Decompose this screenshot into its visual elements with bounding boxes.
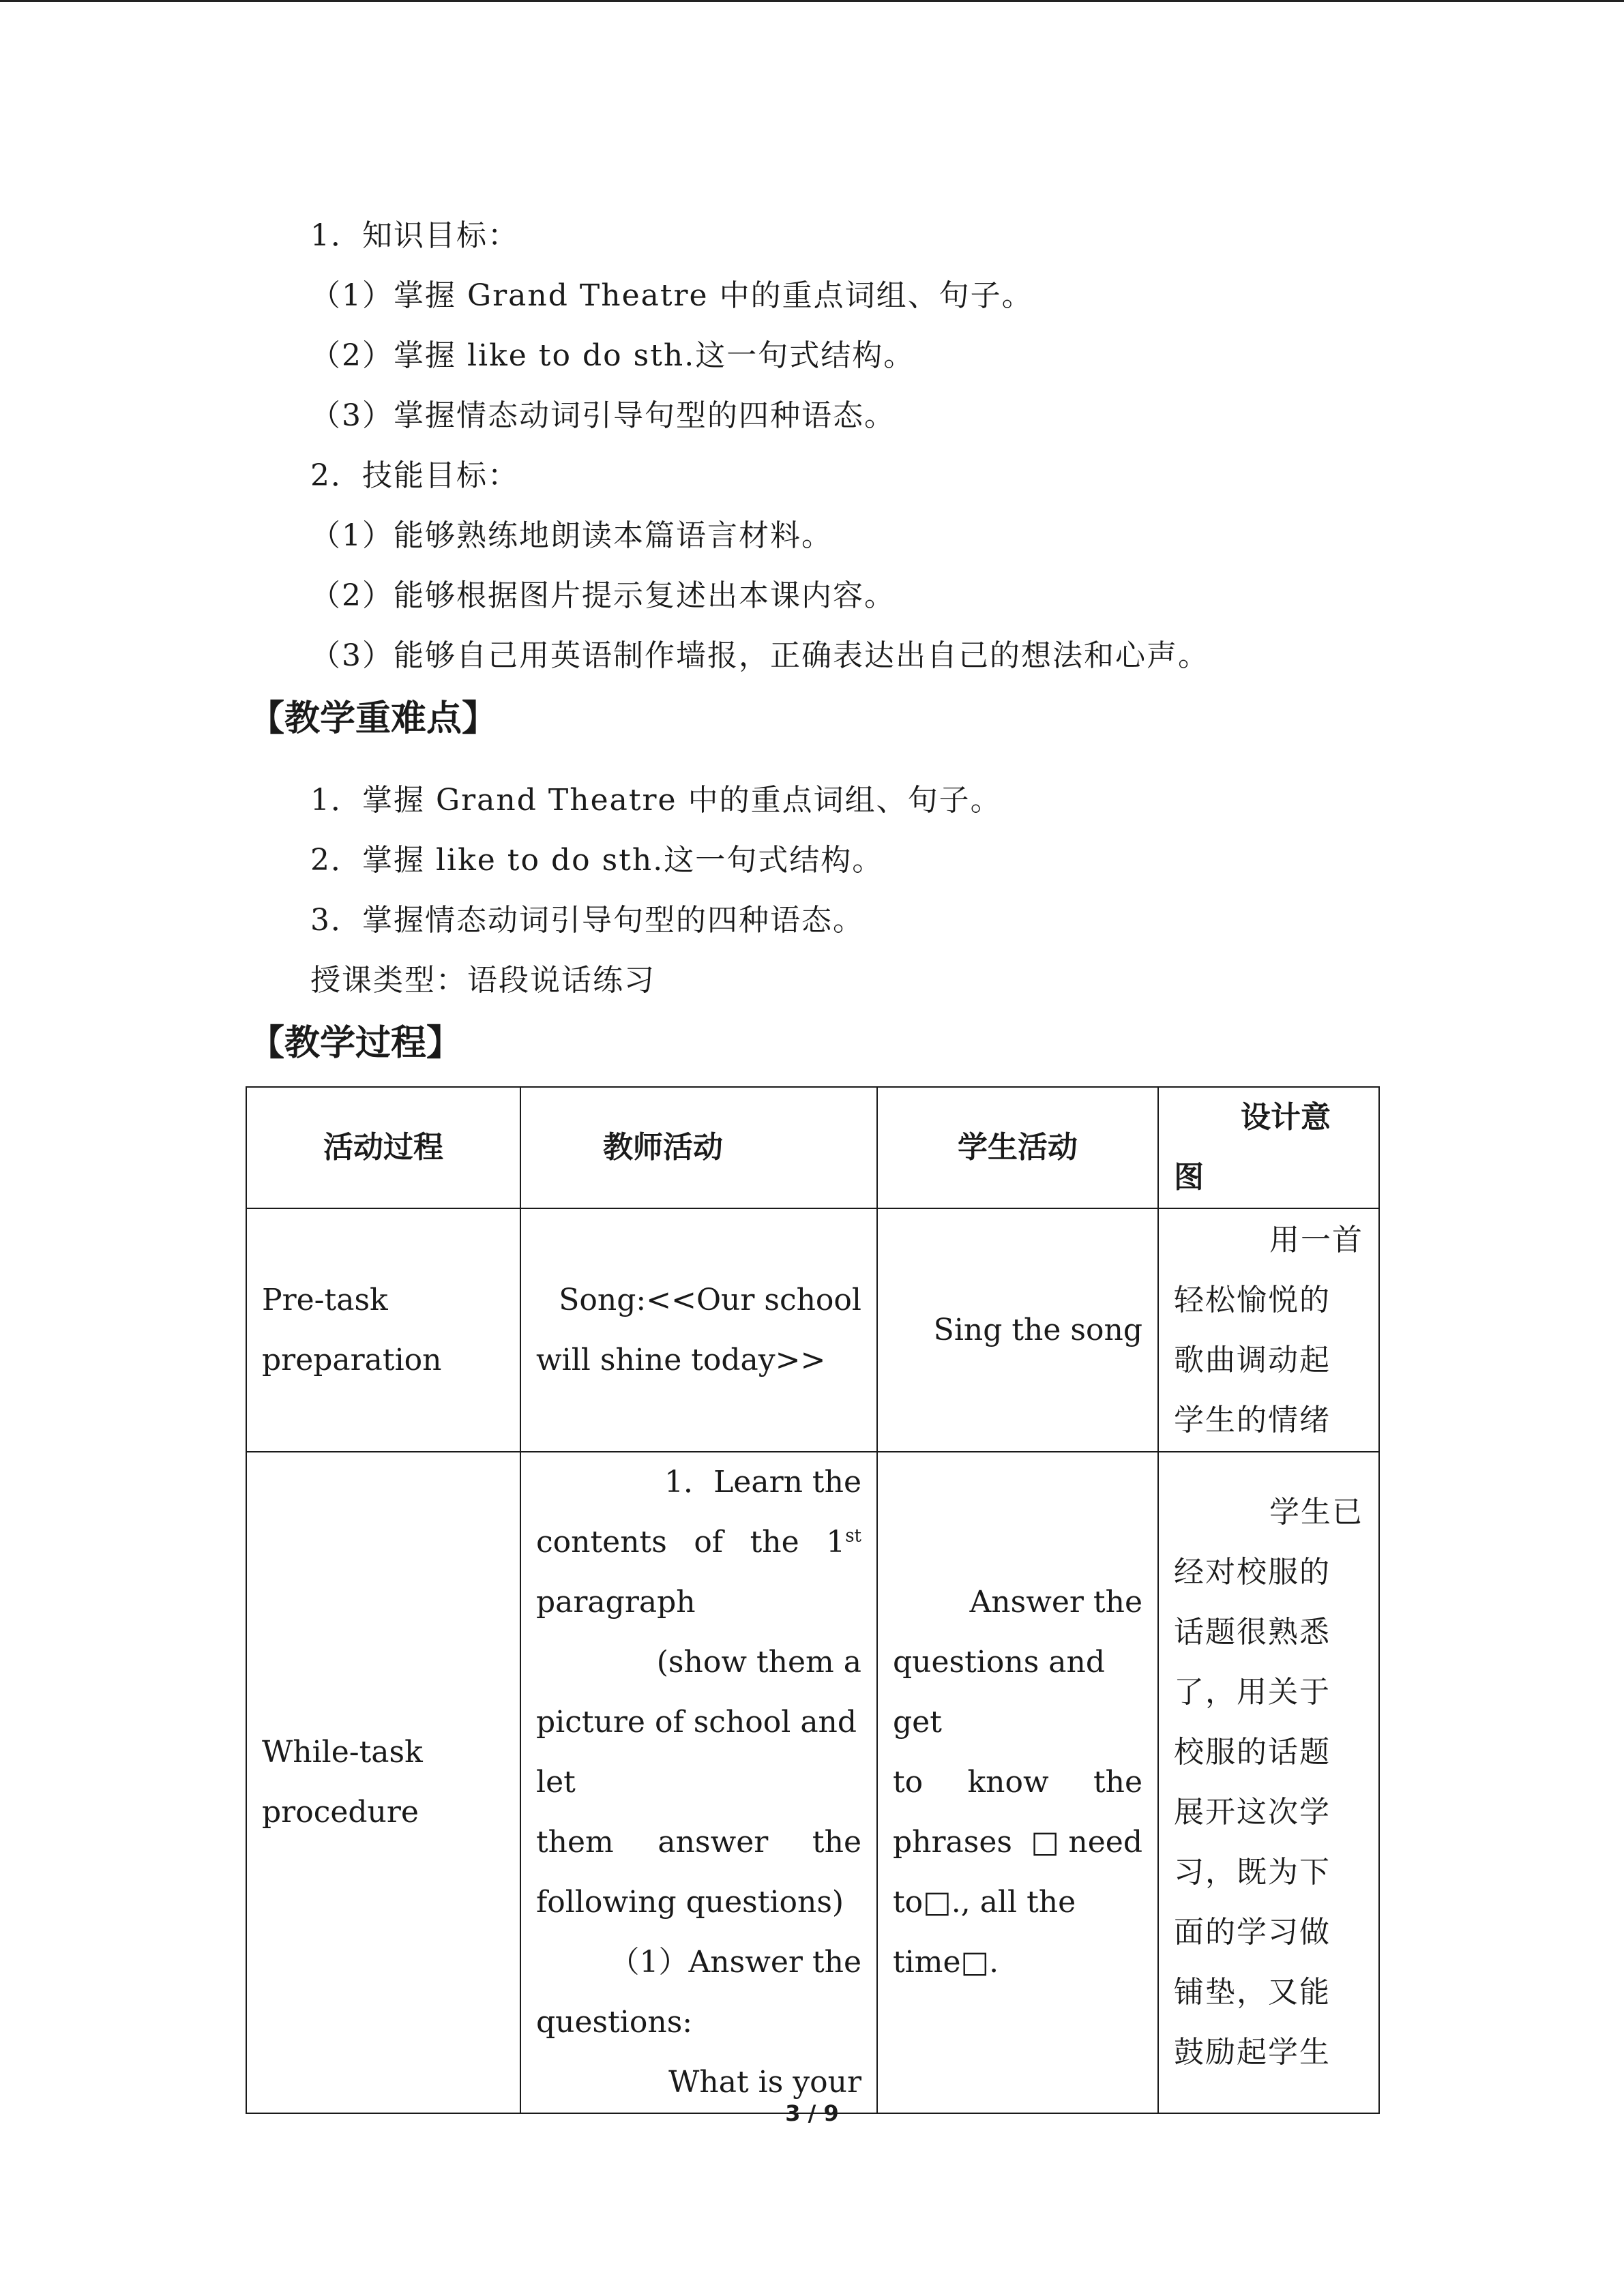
- intent-line-2: 轻松愉悦的: [1174, 1282, 1331, 1317]
- table-row: [246, 1452, 1379, 2113]
- skill-item-1: （1）能够熟练地朗读本篇语言材料。: [310, 518, 833, 553]
- intent-line-2: 经对校服的: [1174, 1555, 1331, 1590]
- intent-line-1: 用一首: [1269, 1222, 1363, 1257]
- student-line-2: questions and get: [893, 1645, 1106, 1740]
- teacher-line-4: (show them a: [656, 1645, 861, 1680]
- knowledge-objective-title: 1．知识目标：: [310, 218, 519, 253]
- intent-line-4: 了，用关于: [1174, 1675, 1331, 1710]
- student-line-5: to□., all the time□.: [893, 1885, 1076, 1980]
- intent-line-5: 校服的话题: [1174, 1735, 1331, 1770]
- student-line-1: Answer the: [969, 1585, 1142, 1620]
- lesson-type: 授课类型：语段说话练习: [310, 963, 655, 998]
- knowledge-item-2: （2）掌握 like to do sth.这一句式结构。: [310, 338, 915, 373]
- teacher-activity-line-2: will shine today>>: [536, 1342, 826, 1377]
- student-activity-cell: [877, 1208, 1158, 1452]
- process-heading: 【教学过程】: [249, 1022, 462, 1064]
- knowledge-item-1: （1）掌握 Grand Theatre 中的重点词组、句子。: [310, 278, 1033, 313]
- intent-line-3: 话题很熟悉: [1174, 1615, 1331, 1650]
- teacher-line-9: questions:: [536, 2005, 693, 2040]
- intent-line-4: 学生的情绪: [1174, 1402, 1331, 1437]
- student-activity-cell: [877, 1452, 1158, 2113]
- intent-line-1: 学生已: [1269, 1495, 1363, 1530]
- stage-label-line-1: Pre-task: [262, 1282, 388, 1317]
- design-intent-cell: [1158, 1452, 1379, 2113]
- teacher-line-5: picture of school and let: [536, 1705, 857, 1800]
- stage-label-line-2: procedure: [262, 1795, 419, 1830]
- intent-line-3: 歌曲调动起: [1174, 1342, 1331, 1377]
- intent-line-10: 鼓励起学生: [1174, 2035, 1331, 2070]
- table-header-row: [246, 1087, 1379, 1208]
- teacher-activity-cell: [520, 1208, 877, 1452]
- intent-line-8: 面的学习做: [1174, 1915, 1331, 1950]
- teacher-line-2: contents of the 1st: [536, 1525, 861, 1560]
- skill-item-3: （3）能够自己用英语制作墙报，正确表达出自己的想法和心声。: [310, 638, 1209, 673]
- student-line-3: to know the: [893, 1765, 1142, 1800]
- teacher-activity-line-1: Song:<<Our school: [559, 1282, 861, 1317]
- stage-cell: [246, 1208, 520, 1452]
- intent-line-7: 习，既为下: [1174, 1855, 1331, 1890]
- teaching-process-table: [246, 1086, 1380, 2114]
- key-points-heading: 【教学重难点】: [249, 698, 498, 739]
- teacher-line-1: 1．Learn the: [664, 1465, 861, 1500]
- page-number: 3 / 9: [785, 2100, 839, 2126]
- teacher-line-10: What is your: [668, 2065, 861, 2100]
- student-activity-text: Sing the song: [933, 1312, 1142, 1347]
- header-activity-process: 活动过程: [246, 1087, 520, 1208]
- teacher-activity-cell: [520, 1452, 877, 2113]
- teacher-line-6: them answer the: [536, 1825, 861, 1860]
- design-intent-cell: [1158, 1208, 1379, 1452]
- stage-label-line-2: preparation: [262, 1342, 442, 1377]
- teacher-line-8: （1）Answer the: [609, 1945, 861, 1980]
- teacher-line-7: following questions): [536, 1885, 844, 1920]
- page-top-border: [0, 0, 1624, 2]
- header-design-intent: 设计意 图: [1158, 1087, 1379, 1208]
- knowledge-item-3: （3）掌握情态动词引导句型的四种语态。: [310, 398, 896, 433]
- stage-label-line-1: While-task: [262, 1735, 423, 1770]
- intent-line-6: 展开这次学: [1174, 1795, 1331, 1830]
- intent-line-9: 铺垫，又能: [1174, 1975, 1331, 2010]
- header-student-activity: 学生活动: [877, 1087, 1158, 1208]
- header-teacher-activity: 教师活动: [520, 1087, 877, 1208]
- teacher-line-3: paragraph: [536, 1585, 696, 1620]
- stage-cell: [246, 1452, 520, 2113]
- key-point-3: 3．掌握情态动词引导句型的四种语态。: [310, 903, 864, 938]
- table-row: [246, 1208, 1379, 1452]
- skill-item-2: （2）能够根据图片提示复述出本课内容。: [310, 578, 896, 613]
- ordinal-superscript: st: [845, 1525, 861, 1547]
- key-point-1: 1．掌握 Grand Theatre 中的重点词组、句子。: [310, 783, 1002, 818]
- key-point-2: 2．掌握 like to do sth.这一句式结构。: [310, 843, 884, 878]
- skill-objective-title: 2．技能目标：: [310, 458, 519, 493]
- student-line-4: phrases □need: [893, 1825, 1142, 1860]
